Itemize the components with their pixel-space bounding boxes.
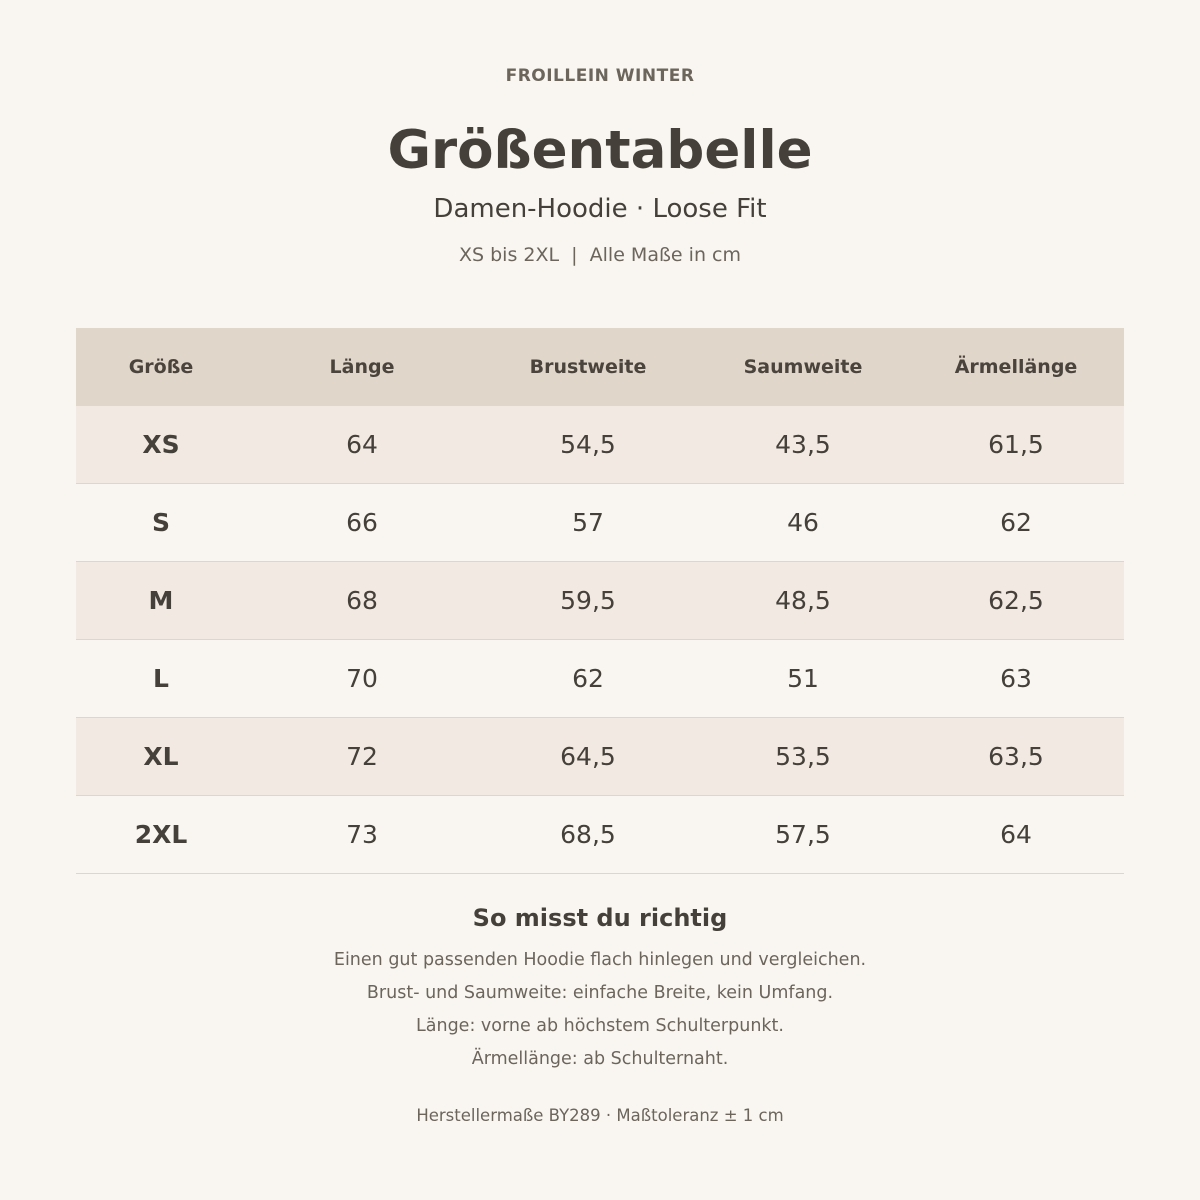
- table-cell: 53,5: [775, 742, 831, 771]
- table-row: [76, 562, 1124, 640]
- table-cell: 57: [572, 508, 604, 537]
- table-cell: 48,5: [775, 586, 831, 615]
- table-cell-size: S: [151, 508, 170, 537]
- table-cell: 64,5: [560, 742, 616, 771]
- table-cell: 64: [346, 430, 378, 459]
- table-cell: 63: [1000, 664, 1032, 693]
- table-cell: 51: [787, 664, 819, 693]
- table-cell-size: 2XL: [134, 820, 188, 849]
- table-cell: 62: [572, 664, 604, 693]
- table-cell: 72: [346, 742, 378, 771]
- column-header-length: Länge: [329, 356, 395, 378]
- table-cell: 64: [1000, 820, 1032, 849]
- table-row: [76, 406, 1124, 484]
- table-cell: 62,5: [988, 586, 1044, 615]
- table-cell: 62: [1000, 508, 1032, 537]
- table-cell-size: M: [148, 586, 174, 615]
- measuring-guide-title: So misst du richtig: [472, 904, 728, 932]
- page-subtitle: Damen-Hoodie · Loose Fit: [433, 194, 767, 224]
- table-row: [76, 796, 1124, 874]
- table-cell: 70: [346, 664, 378, 693]
- measuring-guide-line: Länge: vorne ab höchstem Schulterpunkt.: [416, 1016, 784, 1036]
- footer-note: Herstellermaße BY289 · Maßtoleranz ± 1 cm: [416, 1106, 784, 1125]
- table-cell-size: XS: [142, 430, 180, 459]
- table-cell: 57,5: [775, 820, 831, 849]
- measuring-guide-line: Ärmellänge: ab Schulternaht.: [471, 1049, 729, 1069]
- table-cell: 63,5: [988, 742, 1044, 771]
- table-cell: 68,5: [560, 820, 616, 849]
- table-cell: 61,5: [988, 430, 1044, 459]
- brand-name: FROILLEIN WINTER: [505, 66, 695, 86]
- size-table: [76, 328, 1124, 874]
- table-cell: 43,5: [775, 430, 831, 459]
- measuring-guide: [0, 946, 1200, 1078]
- table-header-row: [76, 328, 1124, 406]
- table-cell: 54,5: [560, 430, 616, 459]
- size-range-note: XS bis 2XL | Alle Maße in cm: [459, 244, 741, 266]
- measuring-guide-line: Brust- und Saumweite: einfache Breite, kein Umfang.: [366, 983, 834, 1003]
- table-row: [76, 484, 1124, 562]
- table-cell: 68: [346, 586, 378, 615]
- table-cell-size: XL: [143, 742, 179, 771]
- table-cell-size: L: [153, 664, 169, 693]
- table-cell: 46: [787, 508, 819, 537]
- page-title: Größentabelle: [387, 120, 813, 181]
- column-header-chest-width: Brustweite: [529, 356, 647, 378]
- table-row: [76, 640, 1124, 718]
- measuring-guide-line: Einen gut passenden Hoodie flach hinlegen und vergleichen.: [333, 950, 867, 970]
- table-cell: 66: [346, 508, 378, 537]
- table-row: [76, 718, 1124, 796]
- table-cell: 59,5: [560, 586, 616, 615]
- column-header-hem-width: Saumweite: [743, 356, 863, 378]
- column-header-size: Größe: [128, 356, 194, 378]
- table-cell: 73: [346, 820, 378, 849]
- column-header-sleeve-length: Ärmellänge: [954, 356, 1078, 378]
